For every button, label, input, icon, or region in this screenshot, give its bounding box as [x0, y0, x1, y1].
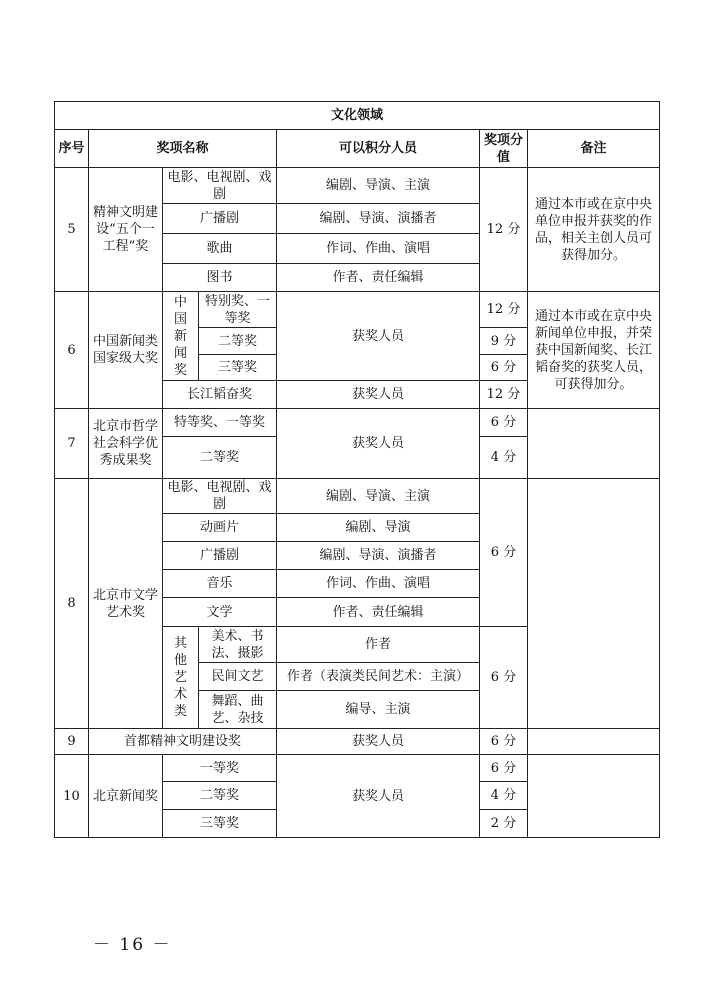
award-name-5: 精神文明建设“五个一工程”奖 [89, 168, 163, 292]
page-number: － 16 － [93, 935, 172, 955]
eligible-people: 作词、作曲、演唱 [277, 570, 480, 598]
award-name-9: 首都精神文明建设奖 [89, 729, 277, 755]
points-8a: 6 分 [480, 479, 528, 627]
eligible-people: 编剧、导演 [277, 514, 480, 542]
eligible-people: 获奖人员 [277, 755, 480, 838]
eligible-people: 获奖人员 [277, 292, 480, 381]
seq-9: 9 [55, 729, 89, 755]
table-header-row [55, 130, 660, 168]
seq-10: 10 [55, 755, 89, 838]
remark-5: 通过本市或在京中央单位申报并获奖的作品，相关主创人员可获得加分。 [528, 168, 660, 292]
award-item: 电影、电视剧、戏剧 [163, 168, 277, 204]
award-name-7: 北京市哲学社会科学优秀成果奖 [89, 409, 163, 479]
table-title-row [55, 102, 660, 130]
points-value: 2 分 [480, 810, 528, 838]
award-item: 广播剧 [163, 204, 277, 234]
header-remark: 备注 [528, 130, 660, 168]
award-item: 特别奖、一等奖 [199, 292, 277, 328]
award-item: 二等奖 [163, 782, 277, 810]
award-item: 长江韬奋奖 [163, 381, 277, 409]
award-item: 二等奖 [199, 328, 277, 355]
points-value: 6 分 [480, 755, 528, 782]
award-item: 广播剧 [163, 542, 277, 570]
eligible-people: 获奖人员 [277, 381, 480, 409]
eligible-people: 获奖人员 [277, 409, 480, 479]
award-item: 特等奖、一等奖 [163, 409, 277, 437]
award-item: 二等奖 [163, 437, 277, 479]
table-row [55, 755, 660, 782]
eligible-people: 作者（表演类民间艺术：主演） [277, 663, 480, 691]
seq-8: 8 [55, 479, 89, 729]
seq-7: 7 [55, 409, 89, 479]
award-name-10: 北京新闻奖 [89, 755, 163, 838]
award-item: 三等奖 [163, 810, 277, 838]
eligible-people: 编剧、导演、主演 [277, 168, 480, 204]
points-value: 6 分 [480, 729, 528, 755]
points-value: 4 分 [480, 782, 528, 810]
remark-8 [528, 479, 660, 729]
table-title: 文化领域 [55, 102, 660, 130]
award-name-8: 北京市文学艺术奖 [89, 479, 163, 729]
award-item: 文学 [163, 598, 277, 627]
eligible-people: 编导、主演 [277, 691, 480, 729]
seq-6: 6 [55, 292, 89, 409]
remark-7 [528, 409, 660, 479]
table-row [55, 168, 660, 204]
remark-6: 通过本市或在京中央新闻单位申报，并荣获中国新闻奖、长江韬奋奖的获奖人员，可获得加分。 [528, 292, 660, 409]
award-name-6: 中国新闻类国家级大奖 [89, 292, 163, 409]
points-value: 9 分 [480, 328, 528, 355]
award-item: 舞蹈、曲艺、杂技 [199, 691, 277, 729]
award-item: 图书 [163, 264, 277, 292]
eligible-people: 作者、责任编辑 [277, 264, 480, 292]
points-8b: 6 分 [480, 627, 528, 729]
header-seq: 序号 [55, 130, 89, 168]
eligible-people: 作词、作曲、演唱 [277, 234, 480, 264]
remark-10 [528, 755, 660, 838]
eligible-people: 编剧、导演、主演 [277, 479, 480, 514]
eligible-people: 作者、责任编辑 [277, 598, 480, 627]
award-item: 一等奖 [163, 755, 277, 782]
eligible-people: 获奖人员 [277, 729, 480, 755]
points-value: 4 分 [480, 437, 528, 479]
header-eligible: 可以积分人员 [277, 130, 480, 168]
points-value: 6 分 [480, 409, 528, 437]
points-5: 12 分 [480, 168, 528, 292]
eligible-people: 编剧、导演、演播者 [277, 542, 480, 570]
award-item: 电影、电视剧、戏剧 [163, 479, 277, 514]
award-item: 动画片 [163, 514, 277, 542]
sub-category-label: 其他艺术类 [174, 636, 188, 719]
points-value: 12 分 [480, 381, 528, 409]
sub-category-8 [163, 627, 199, 729]
table-row [55, 409, 660, 437]
eligible-people: 作者 [277, 627, 480, 663]
award-item: 音乐 [163, 570, 277, 598]
award-item: 歌曲 [163, 234, 277, 264]
award-item: 民间文艺 [199, 663, 277, 691]
award-item: 美术、书法、摄影 [199, 627, 277, 663]
award-item: 三等奖 [199, 355, 277, 381]
header-points: 奖项分值 [480, 130, 528, 168]
table-row [55, 292, 660, 328]
points-value: 12 分 [480, 292, 528, 328]
culture-awards-table [54, 101, 660, 838]
eligible-people: 编剧、导演、演播者 [277, 204, 480, 234]
table-row [55, 479, 660, 514]
seq-5: 5 [55, 168, 89, 292]
table-row [55, 729, 660, 755]
sub-category-label: 中国新闻奖 [174, 294, 188, 378]
points-value: 6 分 [480, 355, 528, 381]
sub-category-6 [163, 292, 199, 381]
header-award-name: 奖项名称 [89, 130, 277, 168]
remark-9 [528, 729, 660, 755]
